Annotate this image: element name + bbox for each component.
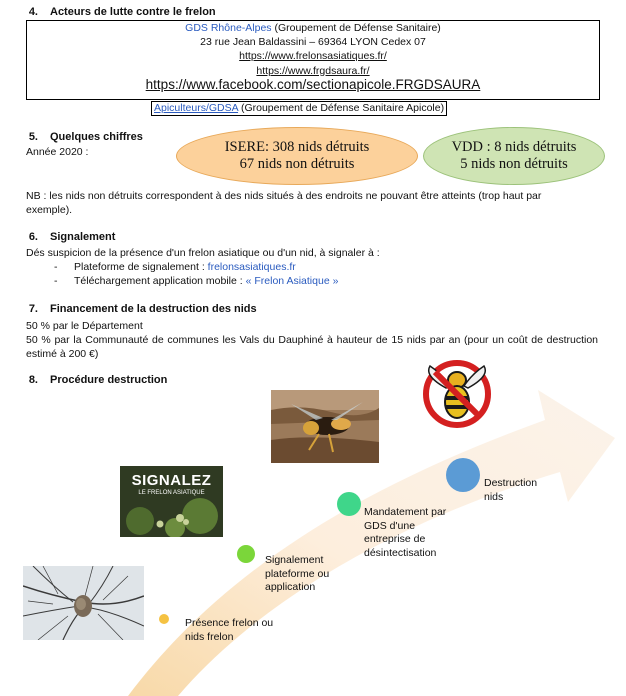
- section-title: Quelques chiffres: [50, 131, 143, 143]
- financement-line-2: 50 % par la Communauté de communes les Vals du Dauphiné à hauteur de 15 nids par an (pour un coût de destruction estimé à 200 €): [26, 334, 598, 360]
- address: 23 rue Jean Baldassini – 69364 LYON Cedex 07: [200, 36, 426, 49]
- section-4-heading: [0, 6, 216, 18]
- isere-stats-oval: [176, 127, 418, 185]
- financement-text: [26, 319, 598, 361]
- link-frgdsaura[interactable]: https://www.frgdsaura.fr/: [256, 64, 370, 77]
- signalement-intro: Dés suspicion de la présence d'un frelon asiatique ou d'un nid, à signaler à :: [26, 247, 380, 259]
- item-text: Téléchargement application mobile :: [74, 275, 246, 287]
- step-dot-4: [446, 458, 480, 492]
- poster-subtitle: LE FRELON ASIATIQUE: [138, 490, 205, 496]
- nest-tree-photo: [23, 566, 144, 640]
- vdd-not-destroyed: 5 nids non détruits: [460, 156, 568, 172]
- app-link[interactable]: « Frelon Asiatique »: [245, 275, 339, 287]
- step-dot-2: [237, 545, 255, 563]
- apiculteurs-box: [151, 101, 447, 116]
- org-name: GDS Rhône-Alpes: [185, 22, 272, 34]
- platform-link[interactable]: frelonsasiatiques.fr: [207, 261, 296, 273]
- step-dot-1: [159, 614, 169, 624]
- step-label-3: Mandatement par GDS d'une entreprise de désintectisation: [364, 506, 447, 559]
- section-title: Signalement: [50, 231, 116, 243]
- section-number: 8.: [28, 374, 38, 386]
- section-title: Financement de la destruction des nids: [50, 303, 257, 315]
- vdd-destroyed: VDD : 8 nids détruits: [451, 139, 577, 155]
- hornet-photo: [271, 390, 379, 463]
- section-title: Acteurs de lutte contre le frelon: [50, 6, 216, 18]
- section-6-heading: [0, 231, 115, 243]
- org-line: [27, 21, 599, 35]
- step-label-2: Signalement plateforme ou application: [265, 554, 330, 593]
- link-frelonsasiatiques[interactable]: https://www.frelonsasiatiques.fr/: [239, 50, 387, 63]
- isere-not-destroyed: 67 nids non détruits: [239, 156, 355, 172]
- apic-desc: (Groupement de Défense Sanitaire Apicole): [238, 102, 445, 114]
- isere-destroyed: ISERE: 308 nids détruits: [224, 139, 370, 155]
- section-number: 4.: [28, 6, 38, 18]
- list-item: [26, 274, 606, 288]
- step-label-1: Présence frelon ou nids frelon: [185, 617, 274, 643]
- year-label: Année 2020 :: [26, 146, 89, 158]
- step-dot-3: [337, 492, 361, 516]
- contact-box: [26, 20, 600, 100]
- poster-title: SIGNALEZ: [131, 472, 212, 489]
- no-hornet-logo: [416, 358, 498, 430]
- section-5-heading: [0, 131, 143, 143]
- section-title: Procédure destruction: [50, 374, 168, 386]
- section-number: 5.: [28, 131, 38, 143]
- signalez-poster: [120, 466, 223, 537]
- item-text: Plateforme de signalement :: [74, 261, 208, 273]
- section-7-heading: [0, 303, 257, 315]
- vdd-stats-oval: [423, 127, 605, 185]
- signalement-list: [26, 246, 606, 288]
- list-item: [26, 260, 606, 274]
- link-facebook[interactable]: https://www.facebook.com/sectionapicole.FRGDSAURA: [145, 76, 481, 92]
- section-number: 7.: [28, 303, 38, 315]
- org-desc: (Groupement de Défense Sanitaire): [271, 22, 441, 34]
- section-number: 6.: [28, 231, 38, 243]
- step-label-4: Destruction nids: [484, 477, 538, 503]
- financement-line-1: 50 % par le Département: [26, 320, 143, 332]
- apic-link[interactable]: Apiculteurs/GDSA: [154, 102, 239, 114]
- nb-note: NB : les nids non détruits correspondent à des nids situés à des endroits ne pouvant être atteints (trop haut par exemple).: [26, 190, 542, 216]
